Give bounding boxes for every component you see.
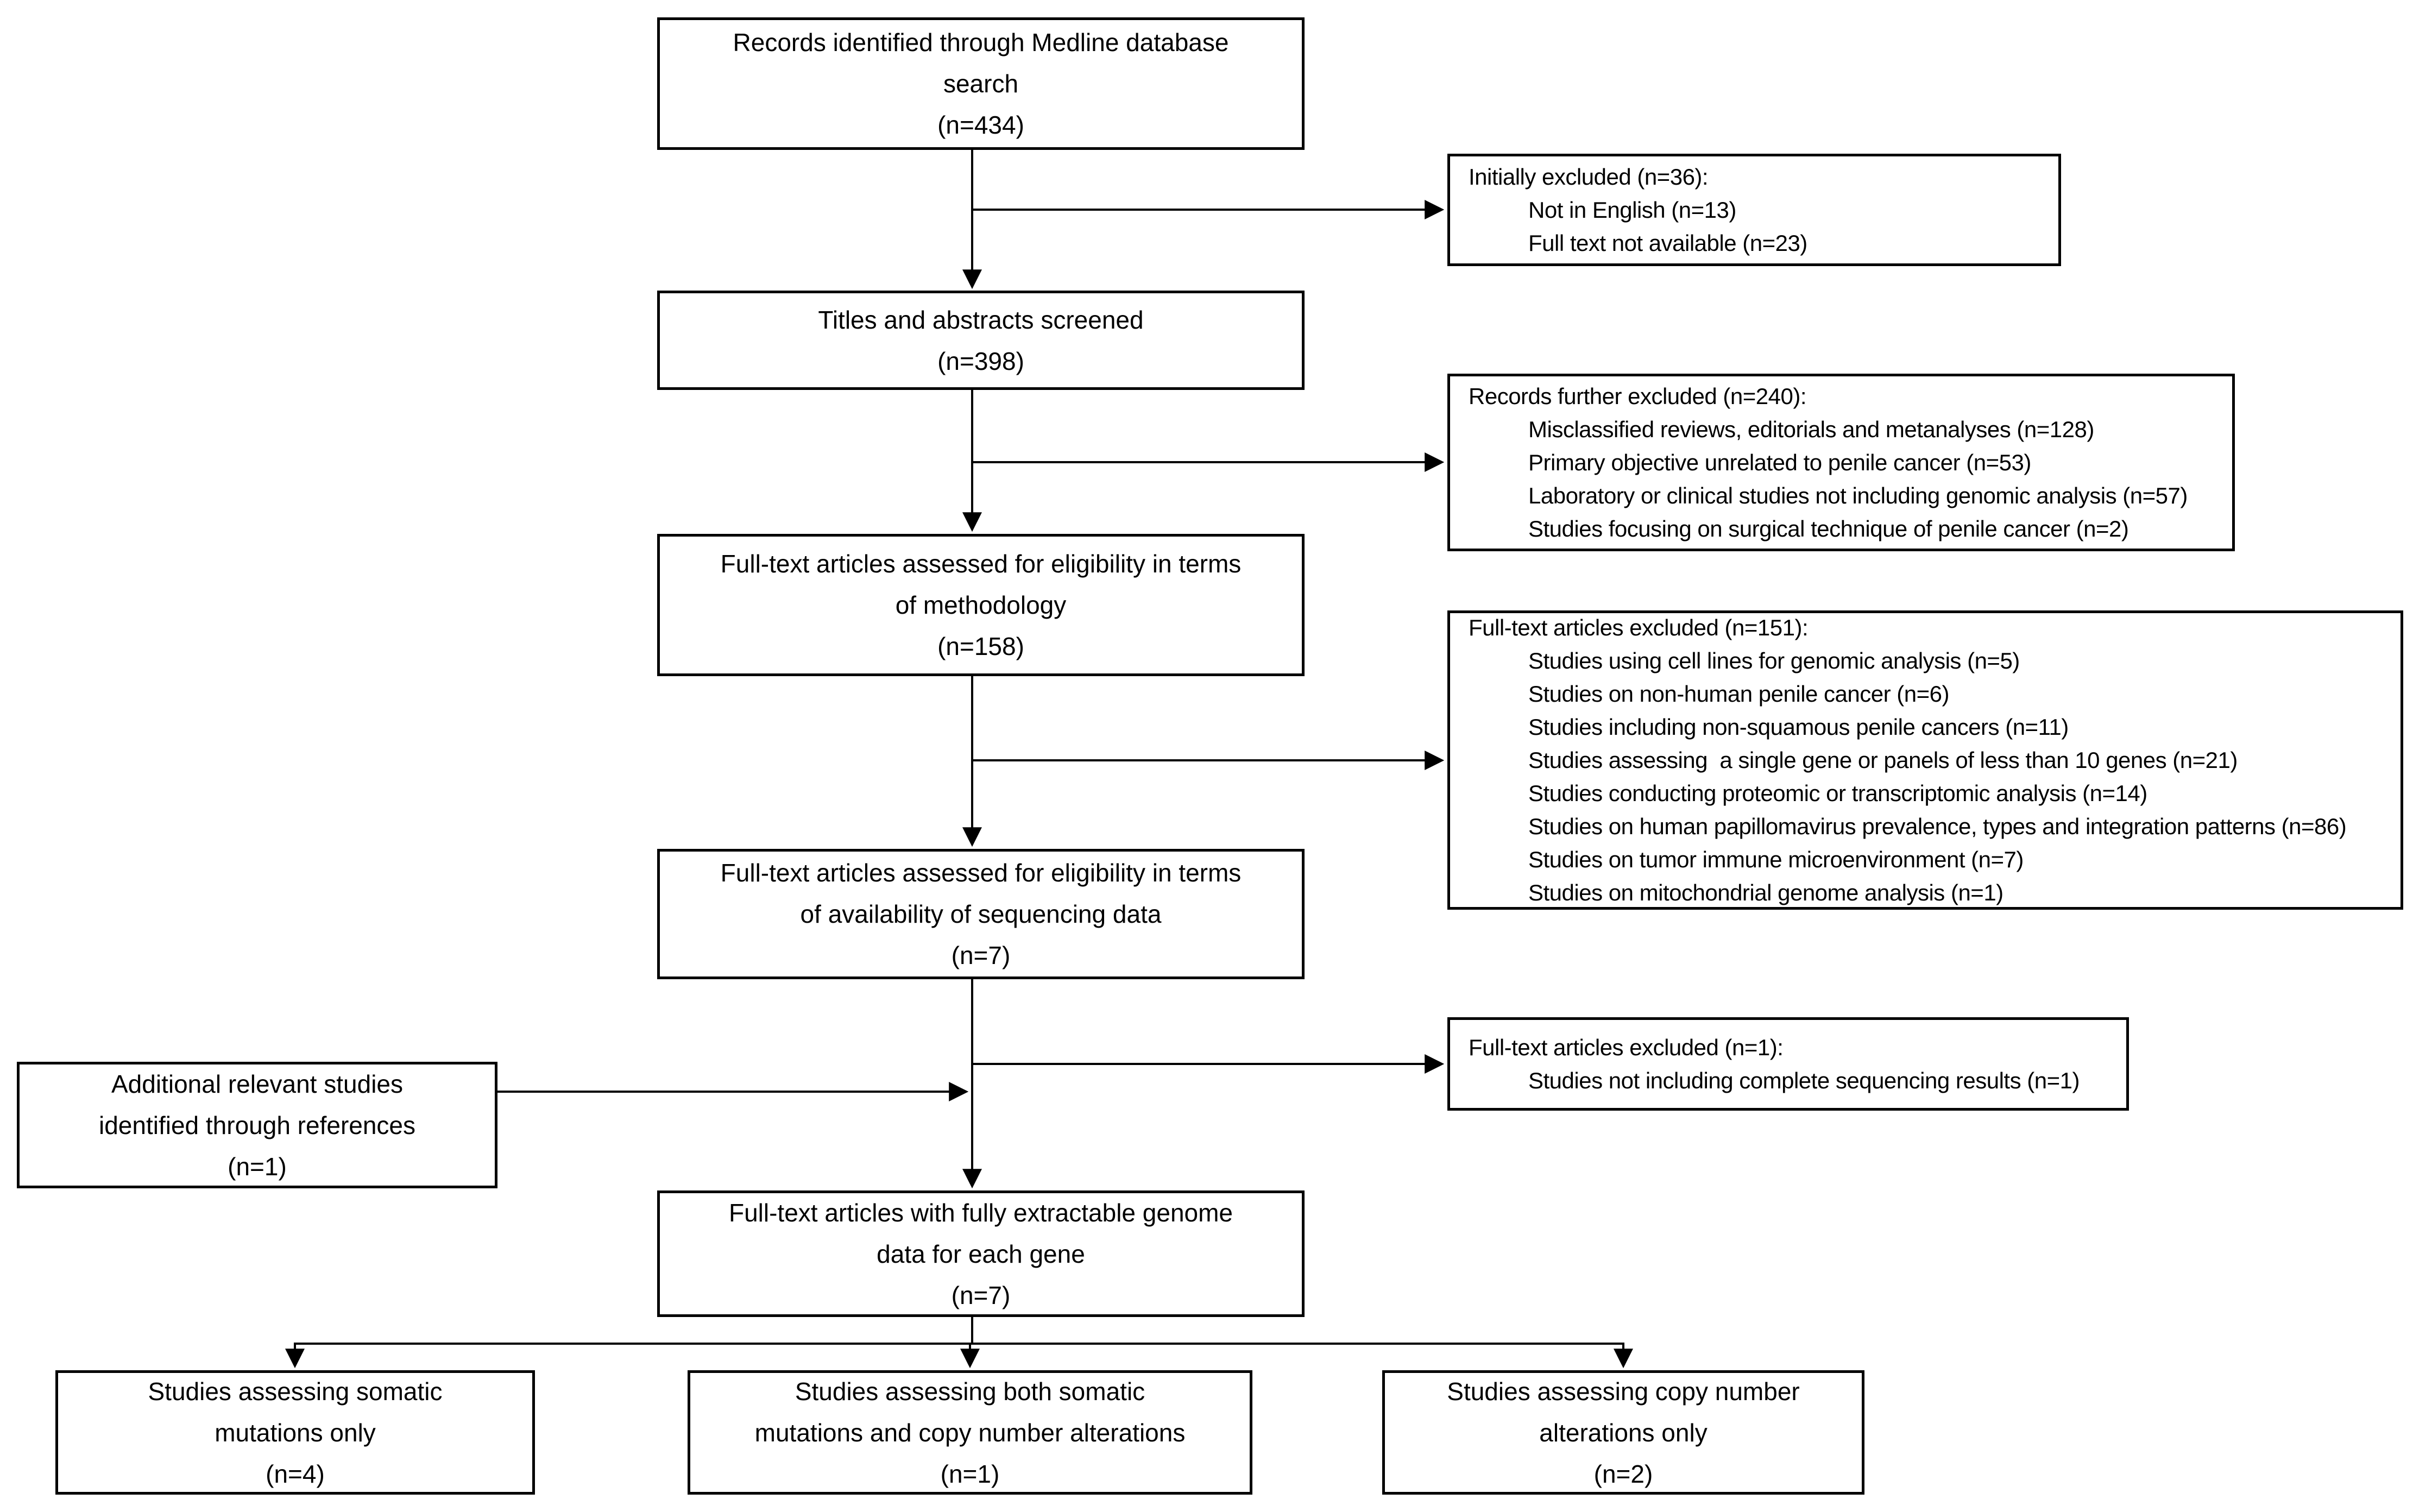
box-cna-only-line: Studies assessing copy number bbox=[1447, 1377, 1800, 1406]
box-fulltext-excluded-1-title: Full-text articles excluded (n=1): bbox=[1469, 1035, 1784, 1060]
box-sequencing-count: (n=7) bbox=[951, 941, 1011, 969]
box-records-further-excluded bbox=[1447, 374, 2235, 551]
box-somatic-only-line: Studies assessing somatic bbox=[148, 1377, 443, 1406]
box-methodology-eligibility bbox=[657, 534, 1305, 676]
box-fulltext-excluded-151 bbox=[1447, 610, 2403, 910]
box-extractable-line: data for each gene bbox=[877, 1239, 1085, 1268]
box-records-further-excluded-title: Records further excluded (n=240): bbox=[1469, 383, 1807, 409]
box-records-identified-count: (n=434) bbox=[937, 111, 1024, 139]
box-additional-references bbox=[17, 1062, 497, 1188]
box-cna-only bbox=[1382, 1370, 1864, 1495]
box-additional-references-line: identified through references bbox=[98, 1111, 416, 1139]
box-fulltext-excluded-151-item: Studies assessing a single gene or panels of less than 10 genes (n=21) bbox=[1528, 747, 2238, 773]
box-titles-screened-line: Titles and abstracts screened bbox=[818, 305, 1144, 334]
box-somatic-and-cna bbox=[688, 1370, 1252, 1495]
box-fulltext-excluded-151-item: Studies on non-human penile cancer (n=6) bbox=[1528, 681, 1950, 707]
box-fulltext-excluded-151-title: Full-text articles excluded (n=151): bbox=[1469, 615, 1809, 640]
box-cna-only-line: alterations only bbox=[1539, 1418, 1708, 1447]
box-fulltext-excluded-151-item: Studies on human papillomavirus prevalence, types and integration patterns (n=86) bbox=[1528, 814, 2347, 839]
box-fulltext-excluded-151-item: Studies on mitochondrial genome analysis (n=1) bbox=[1528, 880, 2004, 905]
box-somatic-and-cna-line: Studies assessing both somatic bbox=[795, 1377, 1145, 1406]
box-methodology-count: (n=158) bbox=[937, 632, 1024, 660]
box-somatic-and-cna-count: (n=1) bbox=[940, 1459, 1000, 1488]
box-extractable-genome bbox=[657, 1190, 1305, 1317]
box-somatic-and-cna-line: mutations and copy number alterations bbox=[754, 1418, 1186, 1447]
box-titles-screened bbox=[657, 291, 1305, 390]
box-additional-references-line: Additional relevant studies bbox=[111, 1069, 403, 1098]
box-fulltext-excluded-151-item: Studies conducting proteomic or transcriptomic analysis (n=14) bbox=[1528, 780, 2147, 806]
box-sequencing-line: Full-text articles assessed for eligibility in terms bbox=[720, 859, 1242, 887]
box-somatic-only-line: mutations only bbox=[215, 1418, 376, 1447]
box-fulltext-excluded-151-item: Studies including non-squamous penile cancers (n=11) bbox=[1528, 714, 2069, 740]
box-sequencing-line: of availability of sequencing data bbox=[800, 900, 1162, 928]
box-initially-excluded-item: Full text not available (n=23) bbox=[1528, 230, 1807, 256]
box-somatic-only bbox=[55, 1370, 535, 1495]
box-records-identified-line: search bbox=[943, 70, 1019, 98]
box-initially-excluded-item: Not in English (n=13) bbox=[1528, 197, 1736, 223]
box-additional-references-count: (n=1) bbox=[228, 1152, 287, 1181]
box-fulltext-excluded-1-item: Studies not including complete sequencing results (n=1) bbox=[1528, 1068, 2080, 1093]
box-somatic-only-count: (n=4) bbox=[266, 1459, 325, 1488]
box-initially-excluded bbox=[1447, 154, 2061, 266]
box-sequencing-eligibility bbox=[657, 849, 1305, 979]
box-titles-screened-count: (n=398) bbox=[937, 346, 1024, 375]
box-records-further-excluded-item: Primary objective unrelated to penile cancer (n=53) bbox=[1528, 450, 2031, 475]
box-extractable-line: Full-text articles with fully extractable genome bbox=[728, 1198, 1233, 1227]
box-fulltext-excluded-1 bbox=[1447, 1017, 2129, 1111]
box-methodology-line: of methodology bbox=[895, 591, 1067, 619]
box-fulltext-excluded-151-item: Studies using cell lines for genomic analysis (n=5) bbox=[1528, 648, 2020, 673]
box-fulltext-excluded-151-item: Studies on tumor immune microenvironment (n=7) bbox=[1528, 847, 2024, 872]
box-cna-only-count: (n=2) bbox=[1593, 1459, 1653, 1488]
box-records-further-excluded-item: Laboratory or clinical studies not including genomic analysis (n=57) bbox=[1528, 483, 2188, 508]
box-records-further-excluded-item: Studies focusing on surgical technique of penile cancer (n=2) bbox=[1528, 516, 2129, 541]
box-initially-excluded-title: Initially excluded (n=36): bbox=[1469, 164, 1709, 190]
box-records-further-excluded-item: Misclassified reviews, editorials and metanalyses (n=128) bbox=[1528, 417, 2094, 442]
box-records-identified-line: Records identified through Medline database bbox=[733, 28, 1229, 56]
box-records-identified bbox=[657, 17, 1305, 150]
box-extractable-count: (n=7) bbox=[951, 1281, 1011, 1309]
box-methodology-line: Full-text articles assessed for eligibility in terms bbox=[720, 550, 1242, 578]
